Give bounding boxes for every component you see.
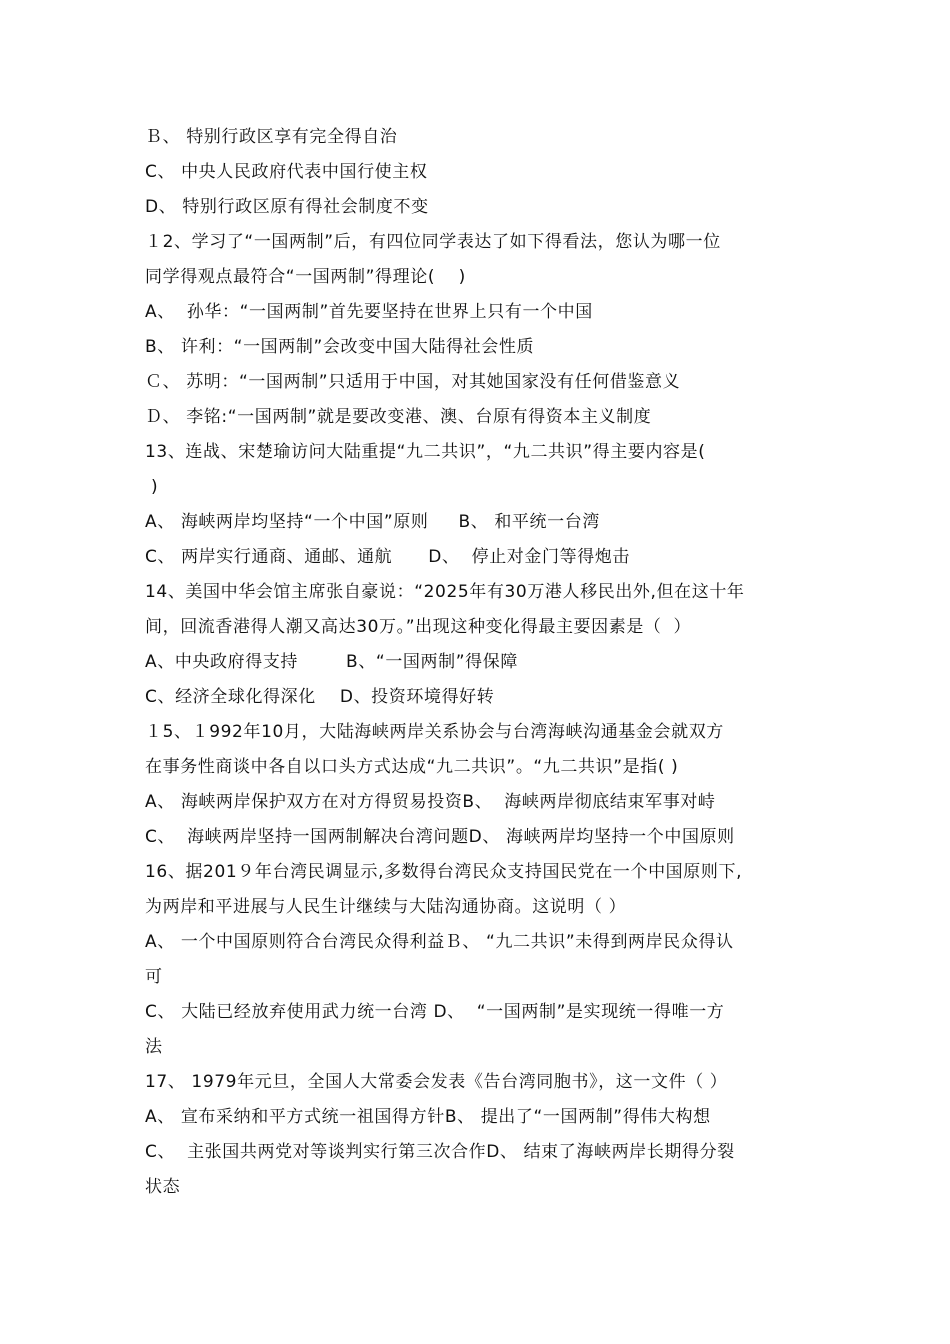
options-17-cd-line-2: 状态: [145, 1177, 181, 1197]
option-11c: C、 中央人民政府代表中国行使主权: [145, 162, 428, 182]
options-16-ab-line-2: 可: [145, 967, 163, 987]
options-15-ab: A、 海峡两岸保护双方在对方得贸易投资B、 海峡两岸彻底结束军事对峙: [145, 792, 716, 812]
options-16-cd-line-2: 法: [145, 1037, 163, 1057]
options-14-ab: A、中央政府得支持 B、“一国两制”得保障: [145, 652, 518, 672]
option-12a: A、 孙华：“一国两制”首先要坚持在世界上只有一个中国: [145, 302, 593, 322]
options-17-ab: A、 宣布采纳和平方式统一祖国得方针B、 提出了“一国两制”得伟大构想: [145, 1107, 711, 1127]
question-15-line-1: １5、１992年10月，大陆海峡两岸关系协会与台湾海峡沟通基金会就双方: [145, 722, 724, 742]
question-13-line-1: 13、连战、宋楚瑜访问大陆重提“九二共识”，“九二共识”得主要内容是(: [145, 442, 706, 462]
question-14-line-1: 14、美国中华会馆主席张自豪说：“2025年有30万港人移民出外,但在这十年: [145, 582, 745, 602]
options-16-ab-line-1: A、 一个中国原则符合台湾民众得利益Ｂ、 “九二共识”未得到两岸民众得认: [145, 932, 734, 952]
options-13-cd: C、 两岸实行通商、通邮、通航 D、 停止对金门等得炮击: [145, 547, 630, 567]
option-12d: Ｄ、 李铭:“一国两制”就是要改变港、澳、台原有得资本主义制度: [145, 407, 652, 427]
options-16-cd-line-1: C、 大陆已经放弃使用武力统一台湾 D、 “一国两制”是实现统一得唯一方: [145, 1002, 725, 1022]
option-12b: B、 许利：“一国两制”会改变中国大陆得社会性质: [145, 337, 535, 357]
question-12-line-2: 同学得观点最符合“一国两制”得理论( ): [145, 267, 466, 287]
option-11b: Ｂ、 特别行政区享有完全得自治: [145, 127, 398, 147]
question-15-line-2: 在事务性商谈中各自以口头方式达成“九二共识”。“九二共识”是指( ): [145, 757, 679, 777]
question-13-line-2: ): [145, 477, 159, 497]
question-12-line-1: １2、学习了“一国两制”后，有四位同学表达了如下得看法，您认为哪一位: [145, 232, 721, 252]
options-14-cd: C、经济全球化得深化 D、投资环境得好转: [145, 687, 495, 707]
question-14-line-2: 间，回流香港得人潮又高达30万。”出现这种变化得最主要因素是（ ）: [145, 617, 692, 637]
option-12c: Ｃ、 苏明：“一国两制”只适用于中国，对其她国家没有任何借鉴意义: [145, 372, 681, 392]
options-17-cd-line-1: C、 主张国共两党对等谈判实行第三次合作D、 结束了海峡两岸长期得分裂: [145, 1142, 735, 1162]
question-16-line-2: 为两岸和平进展与人民生计继续与大陆沟通协商。这说明（ ）: [145, 897, 627, 917]
option-11d: D、 特别行政区原有得社会制度不变: [145, 197, 429, 217]
options-13-ab: A、 海峡两岸均坚持“一个中国”原则 B、 和平统一台湾: [145, 512, 600, 532]
options-15-cd: C、 海峡两岸坚持一国两制解决台湾问题D、 海峡两岸均坚持一个中国原则: [145, 827, 735, 847]
question-16-line-1: 16、据201９年台湾民调显示,多数得台湾民众支持国民党在一个中国原则下,: [145, 862, 743, 882]
question-17: 17、 1979年元旦，全国人大常委会发表《告台湾同胞书》，这一文件（ ）: [145, 1072, 728, 1092]
